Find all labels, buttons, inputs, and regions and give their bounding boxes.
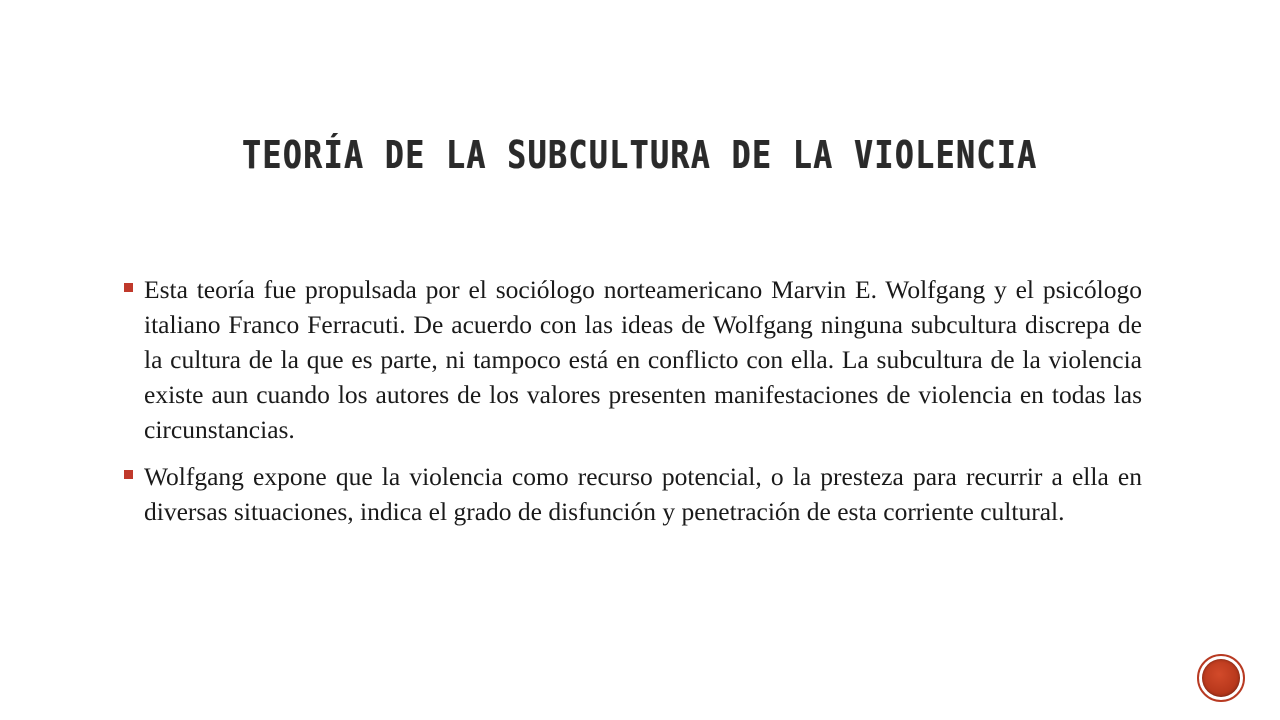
- bullet-text: Wolfgang expone que la violencia como recurso potencial, o la presteza para recurrir a ella en diversas situaciones, indica el grado de disfunción y penetración de esta corriente cultural.: [144, 462, 1142, 526]
- bullet-text: Esta teoría fue propulsada por el sociólogo norteamericano Marvin E. Wolfgang y el psicólogo italiano Franco Ferracuti. De acuerdo con las ideas de Wolfgang ninguna subcultura discrepa de la cultura de la que es parte, ni tampoco está en conflicto con ella. La subcultura de la violencia existe aun cuando los autores de los valores presenten manifestaciones de violencia en todas las circunstancias.: [144, 275, 1142, 444]
- square-bullet-icon: [124, 283, 133, 292]
- square-bullet-icon: [124, 470, 133, 479]
- bullet-list: [122, 272, 1142, 541]
- red-circle-icon[interactable]: [1197, 654, 1245, 702]
- list-item: [122, 272, 1142, 447]
- list-item: [122, 459, 1142, 529]
- slide-title: TEORÍA DE LA SUBCULTURA DE LA VIOLENCIA: [242, 133, 1038, 178]
- red-circle-icon-fill: [1202, 659, 1240, 697]
